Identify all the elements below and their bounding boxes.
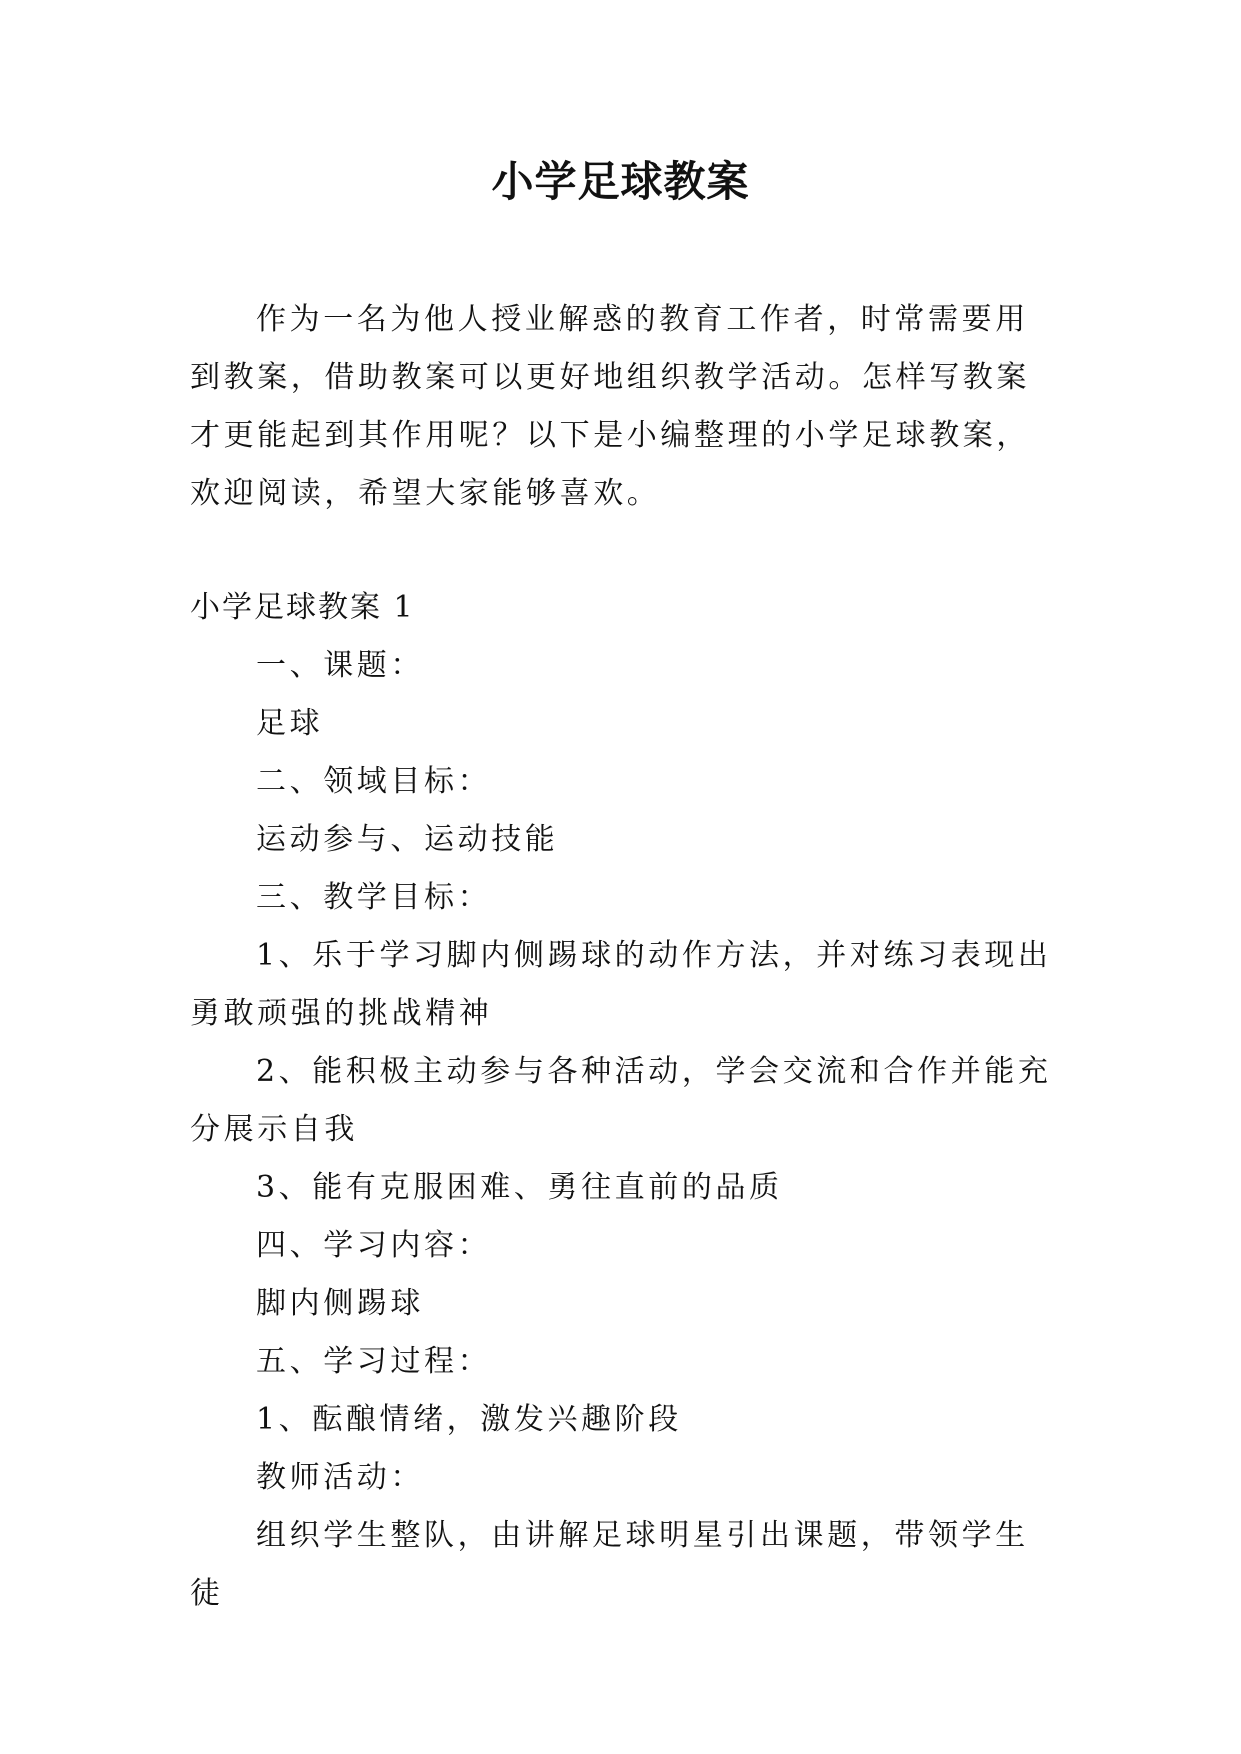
paragraph-domain-goals: 运动参与、运动技能 [256,822,559,857]
paragraph-goal-2: 2、能积极主动参与各种活动，学会交流和合作并能充分展示自我 [190,1054,1052,1147]
heading-topic: 一、课题： [256,648,424,683]
paragraph-learning-content: 脚内侧踢球 [256,1286,424,1321]
paragraph-process-step-1: 1、酝酿情绪，激发兴趣阶段 [256,1402,682,1437]
document-title: 小学足球教案 [491,157,750,206]
intro-paragraph: 作为一名为他人授业解惑的教育工作者，时常需要用到教案，借助教案可以更好地组织教学活动。怎样写教案才更能起到其作用呢？以下是小编整理的小学足球教案，欢迎阅读，希望大家能够喜欢。 [190,302,1030,511]
paragraph-teacher-activity-detail: 组织学生整队，由讲解足球明星引出课题，带领学生徒 [190,1518,1029,1611]
heading-learning-process: 五、学习过程： [256,1344,492,1379]
paragraph-goal-1: 1、乐于学习脚内侧踢球的动作方法，并对练习表现出勇敢顽强的挑战精神 [190,938,1052,1031]
paragraph-teacher-activity: 教师活动： [256,1460,424,1495]
paragraph-goal-3: 3、能有克服困难、勇往直前的品质 [256,1170,783,1205]
document-body [190,291,1052,1623]
heading-teaching-goals: 三、教学目标： [256,880,492,915]
section-heading: 小学足球教案 1 [190,590,415,625]
heading-learning-content: 四、学习内容： [256,1228,492,1263]
paragraph-topic: 足球 [256,706,324,741]
heading-domain-goals: 二、领域目标： [256,764,492,799]
